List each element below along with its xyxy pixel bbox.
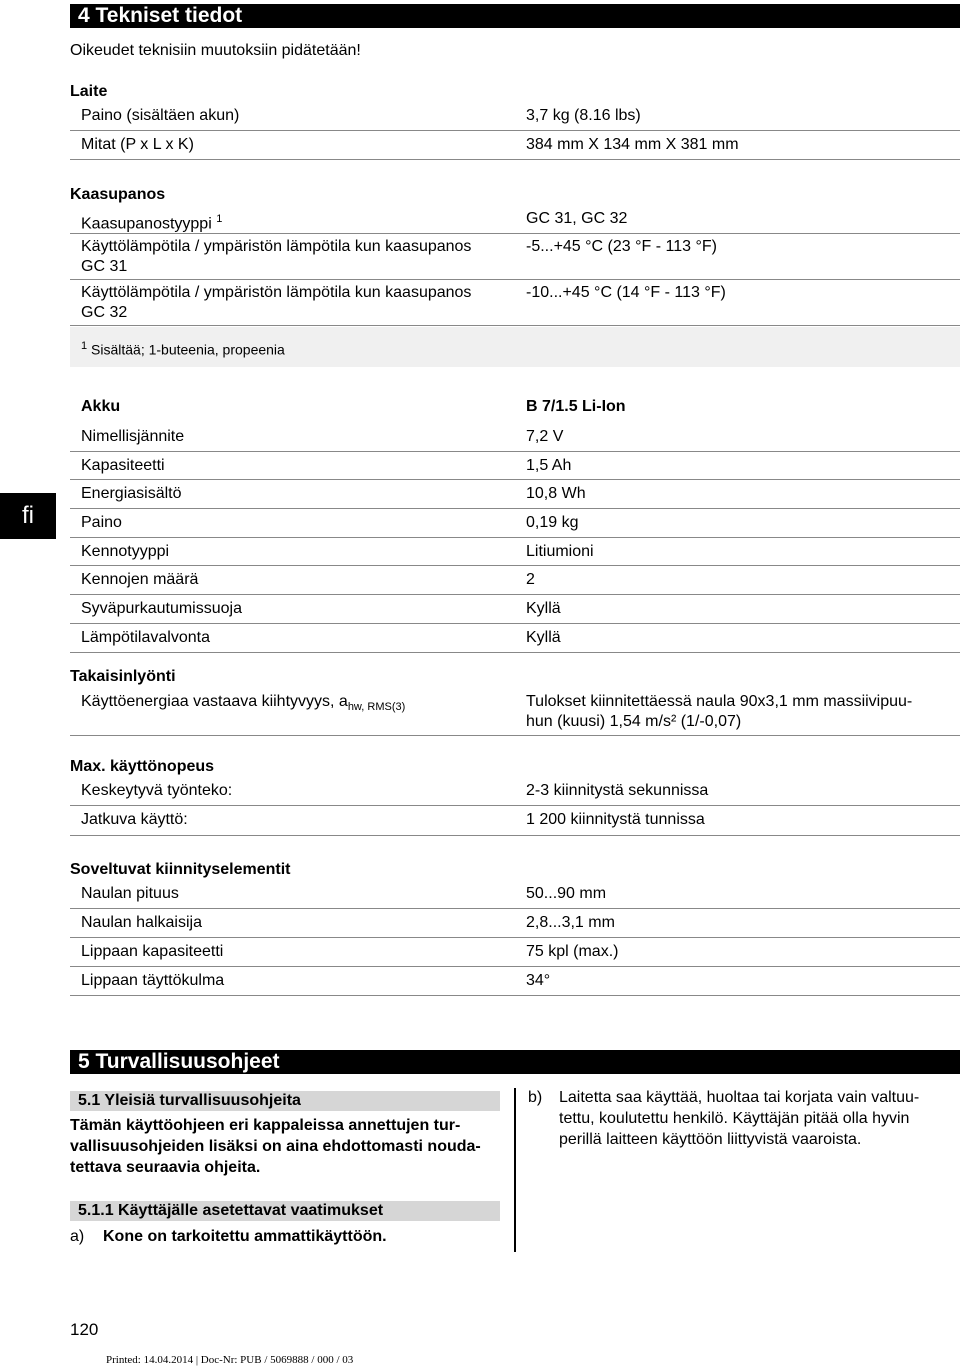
table-row bbox=[70, 280, 960, 326]
row-label: Käyttölämpötila / ympäristön lämpötila kun kaasupanos bbox=[81, 238, 472, 255]
row-value-line2: hun (kuusi) 1,54 m/s² (1/-0,07) bbox=[526, 713, 742, 730]
table-row bbox=[70, 688, 960, 736]
row-value: Litiumioni bbox=[526, 543, 594, 560]
section-heading: 5 Turvallisuusohjeet bbox=[70, 1050, 960, 1074]
table-row bbox=[70, 538, 960, 566]
table-row bbox=[70, 103, 960, 131]
row-label: Käyttöenergiaa vastaava kiihtyvyys, $a_{hw, RMS(3)}$ bbox=[81, 693, 406, 714]
row-value: GC 31, GC 32 bbox=[526, 210, 628, 227]
battery-model: B 7/1.5 Li-Ion bbox=[526, 398, 626, 415]
row-value: -5...+45 °C (23 °F - 113 °F) bbox=[526, 238, 717, 255]
table-row bbox=[70, 480, 960, 509]
subsection-heading: 5.1 Yleisiä turvallisuusohjeita bbox=[70, 1091, 500, 1111]
table-row bbox=[70, 509, 960, 538]
row-label: Jatkuva käyttö: bbox=[81, 811, 188, 828]
footnote-row bbox=[70, 327, 960, 367]
row-value: Kyllä bbox=[526, 600, 561, 617]
fasteners-title: Soveltuvat kiinnityselementit bbox=[70, 861, 291, 878]
table-row bbox=[70, 423, 960, 452]
rights-note: Oikeudet teknisiin muutoksiin pidätetään! bbox=[70, 42, 361, 59]
list-item-text: Kone on tarkoitettu ammattikäyttöön. bbox=[103, 1228, 387, 1245]
footnote: $^1$ Sisältää; 1-buteenia, propeenia bbox=[81, 340, 285, 358]
row-value: 1,5 Ah bbox=[526, 457, 572, 474]
row-label: Kennojen määrä bbox=[81, 571, 199, 588]
table-row bbox=[70, 566, 960, 595]
table-row bbox=[70, 938, 960, 967]
row-value: 75 kpl (max.) bbox=[526, 943, 619, 960]
speed-title: Max. käyttönopeus bbox=[70, 758, 215, 775]
row-label: Lippaan kapasiteetti bbox=[81, 943, 224, 960]
row-value: 2,8...3,1 mm bbox=[526, 914, 615, 931]
language-tab: fi bbox=[0, 493, 56, 539]
row-value: 2 bbox=[526, 571, 535, 588]
row-label: Naulan pituus bbox=[81, 885, 179, 902]
row-value: 50...90 mm bbox=[526, 885, 607, 902]
row-label-line2: GC 31 bbox=[81, 258, 128, 275]
row-value: Tulokset kiinnitettäessä naula 90x3,1 mm massiivipuu- bbox=[526, 693, 913, 710]
row-label: Lämpötilavalvonta bbox=[81, 629, 210, 646]
recoil-title: Takaisinlyönti bbox=[70, 668, 176, 685]
table-row bbox=[70, 909, 960, 938]
table-row bbox=[70, 778, 960, 806]
row-label: Naulan halkaisija bbox=[81, 914, 202, 931]
page-number: 120 bbox=[70, 1320, 99, 1339]
table-row bbox=[70, 452, 960, 480]
row-label: Keskeytyvä työnteko: bbox=[81, 782, 233, 799]
battery-header-row bbox=[70, 394, 960, 420]
row-label: Paino bbox=[81, 514, 122, 531]
row-value: -10...+45 °C (14 °F - 113 °F) bbox=[526, 284, 726, 301]
row-label-line2: GC 32 bbox=[81, 304, 128, 321]
column-divider bbox=[514, 1088, 516, 1252]
table-row bbox=[70, 206, 960, 234]
row-value: 384 mm X 134 mm X 381 mm bbox=[526, 136, 739, 153]
print-info: Printed: 14.04.2014 | Doc-Nr: PUB / 5069888 / 000 / 03 bbox=[106, 1354, 354, 1366]
row-label: Lippaan täyttökulma bbox=[81, 972, 225, 989]
row-value: 0,19 kg bbox=[526, 514, 579, 531]
row-value: 10,8 Wh bbox=[526, 485, 586, 502]
table-row bbox=[70, 881, 960, 909]
table-row bbox=[70, 967, 960, 996]
table-row bbox=[70, 234, 960, 280]
battery-title: Akku bbox=[81, 398, 121, 415]
table-row bbox=[70, 624, 960, 653]
subsection-heading: 5.1.1 Käyttäjälle asetettavat vaatimukset bbox=[70, 1201, 500, 1221]
list-item-text: Laitetta saa käyttää, huoltaa tai korjata vain valtuu- tettu, koulutettu henkilö. Käyttäjän pitää olla hyvin perillä laitteen käyttöön liittyvistä vaaroista. bbox=[559, 1089, 920, 1148]
section-heading: 4 Tekniset tiedot bbox=[70, 4, 960, 28]
row-label: Nimellisjännite bbox=[81, 428, 185, 445]
row-label: Käyttölämpötila / ympäristön lämpötila kun kaasupanos bbox=[81, 284, 472, 301]
row-value: 7,2 V bbox=[526, 428, 564, 445]
table-row bbox=[70, 806, 960, 836]
row-value: 2-3 kiinnitystä sekunnissa bbox=[526, 782, 709, 799]
row-label: Syväpurkautumissuoja bbox=[81, 600, 242, 617]
row-label: Energiasisältö bbox=[81, 485, 182, 502]
intro-paragraph: Tämän käyttöohjeen eri kappaleissa annettujen tur- vallisuusohjeiden lisäksi on aina ehdottomasti nouda- tettava seuraavia ohjeita. bbox=[70, 1117, 481, 1176]
row-label: Paino (sisältäen akun) bbox=[81, 107, 240, 124]
row-value: 1 200 kiinnitystä tunnissa bbox=[526, 811, 705, 828]
footnote-marker: 1 bbox=[216, 213, 223, 225]
row-label: Kaasupanostyyppi $^1$ bbox=[81, 213, 223, 233]
row-value: Kyllä bbox=[526, 629, 561, 646]
row-label: Kapasiteetti bbox=[81, 457, 165, 474]
gas-title: Kaasupanos bbox=[70, 186, 166, 203]
row-label: Mitat (P x L x K) bbox=[81, 136, 194, 153]
device-title: Laite bbox=[70, 83, 108, 100]
row-value: 3,7 kg (8.16 lbs) bbox=[526, 107, 641, 124]
row-label: Kennotyyppi bbox=[81, 543, 170, 560]
list-marker: b) bbox=[528, 1089, 543, 1106]
table-row bbox=[70, 131, 960, 160]
table-row bbox=[70, 595, 960, 624]
list-marker: a) bbox=[70, 1228, 85, 1245]
row-value: 34° bbox=[526, 972, 551, 989]
